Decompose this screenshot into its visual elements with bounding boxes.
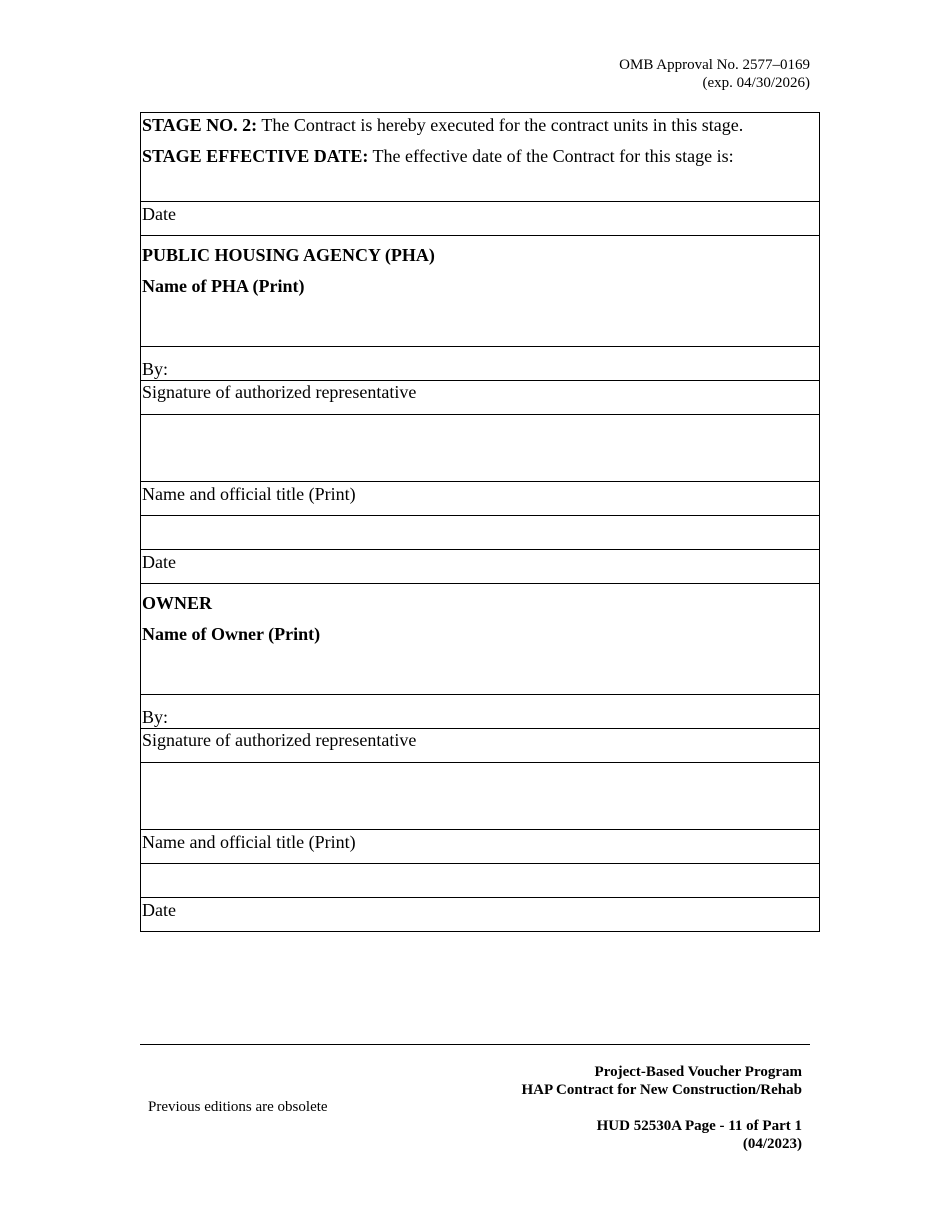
stage-effective-label: STAGE EFFECTIVE DATE:	[142, 146, 369, 166]
stage-effective-text: The effective date of the Contract for this stage is:	[368, 146, 734, 166]
owner-section[interactable]	[141, 584, 819, 695]
owner-date-row	[141, 898, 819, 932]
pha-by-field[interactable]	[141, 347, 819, 381]
pha-signature-row	[141, 381, 819, 415]
footer-program: Project-Based Voucher Program	[594, 1064, 802, 1080]
stage-effective-statement	[142, 145, 818, 167]
owner-title-label: Name and official title (Print)	[142, 832, 356, 852]
omb-approval-number: OMB Approval No. 2577–0169	[619, 57, 810, 73]
pha-date-row	[141, 550, 819, 584]
owner-by-field[interactable]	[141, 695, 819, 729]
omb-expiration: (exp. 04/30/2026)	[702, 75, 810, 91]
pha-name-label: Name of PHA (Print)	[142, 276, 305, 296]
pha-heading: PUBLIC HOUSING AGENCY (PHA)	[142, 245, 435, 265]
owner-signature-row	[141, 729, 819, 763]
owner-date-label: Date	[142, 900, 176, 920]
pha-title-field[interactable]	[141, 415, 819, 482]
footer-page-number: HUD 52530A Page - 11 of Part 1	[596, 1118, 802, 1134]
footer-revision: (04/2023)	[742, 1136, 802, 1152]
stage-text: The Contract is hereby executed for the contract units in this stage.	[257, 115, 744, 135]
pha-signature-label: Signature of authorized representative	[142, 382, 417, 402]
pha-date-field[interactable]	[141, 516, 819, 550]
signature-form	[140, 112, 820, 932]
footer-form-info	[521, 1063, 802, 1153]
owner-heading: OWNER	[142, 593, 213, 613]
omb-approval	[619, 56, 810, 92]
pha-by-label: By:	[142, 359, 169, 379]
pha-date-label: Date	[142, 552, 176, 572]
owner-date-field[interactable]	[141, 864, 819, 898]
owner-name-label: Name of Owner (Print)	[142, 624, 321, 644]
stage-label: STAGE NO. 2:	[142, 115, 258, 135]
stage-date-field[interactable]	[141, 202, 819, 236]
owner-signature-label: Signature of authorized representative	[142, 730, 417, 750]
stage-date-label: Date	[142, 204, 176, 224]
pha-section[interactable]	[141, 236, 819, 347]
pha-title-label: Name and official title (Print)	[142, 484, 356, 504]
stage-section	[141, 113, 819, 202]
pha-title-row	[141, 482, 819, 516]
owner-title-row	[141, 830, 819, 864]
footer-contract: HAP Contract for New Construction/Rehab	[521, 1082, 802, 1098]
owner-title-field[interactable]	[141, 763, 819, 830]
footer-obsolete-note: Previous editions are obsolete	[148, 1099, 328, 1115]
stage-statement	[142, 114, 818, 136]
footer-divider	[140, 1044, 810, 1045]
owner-by-label: By:	[142, 707, 169, 727]
